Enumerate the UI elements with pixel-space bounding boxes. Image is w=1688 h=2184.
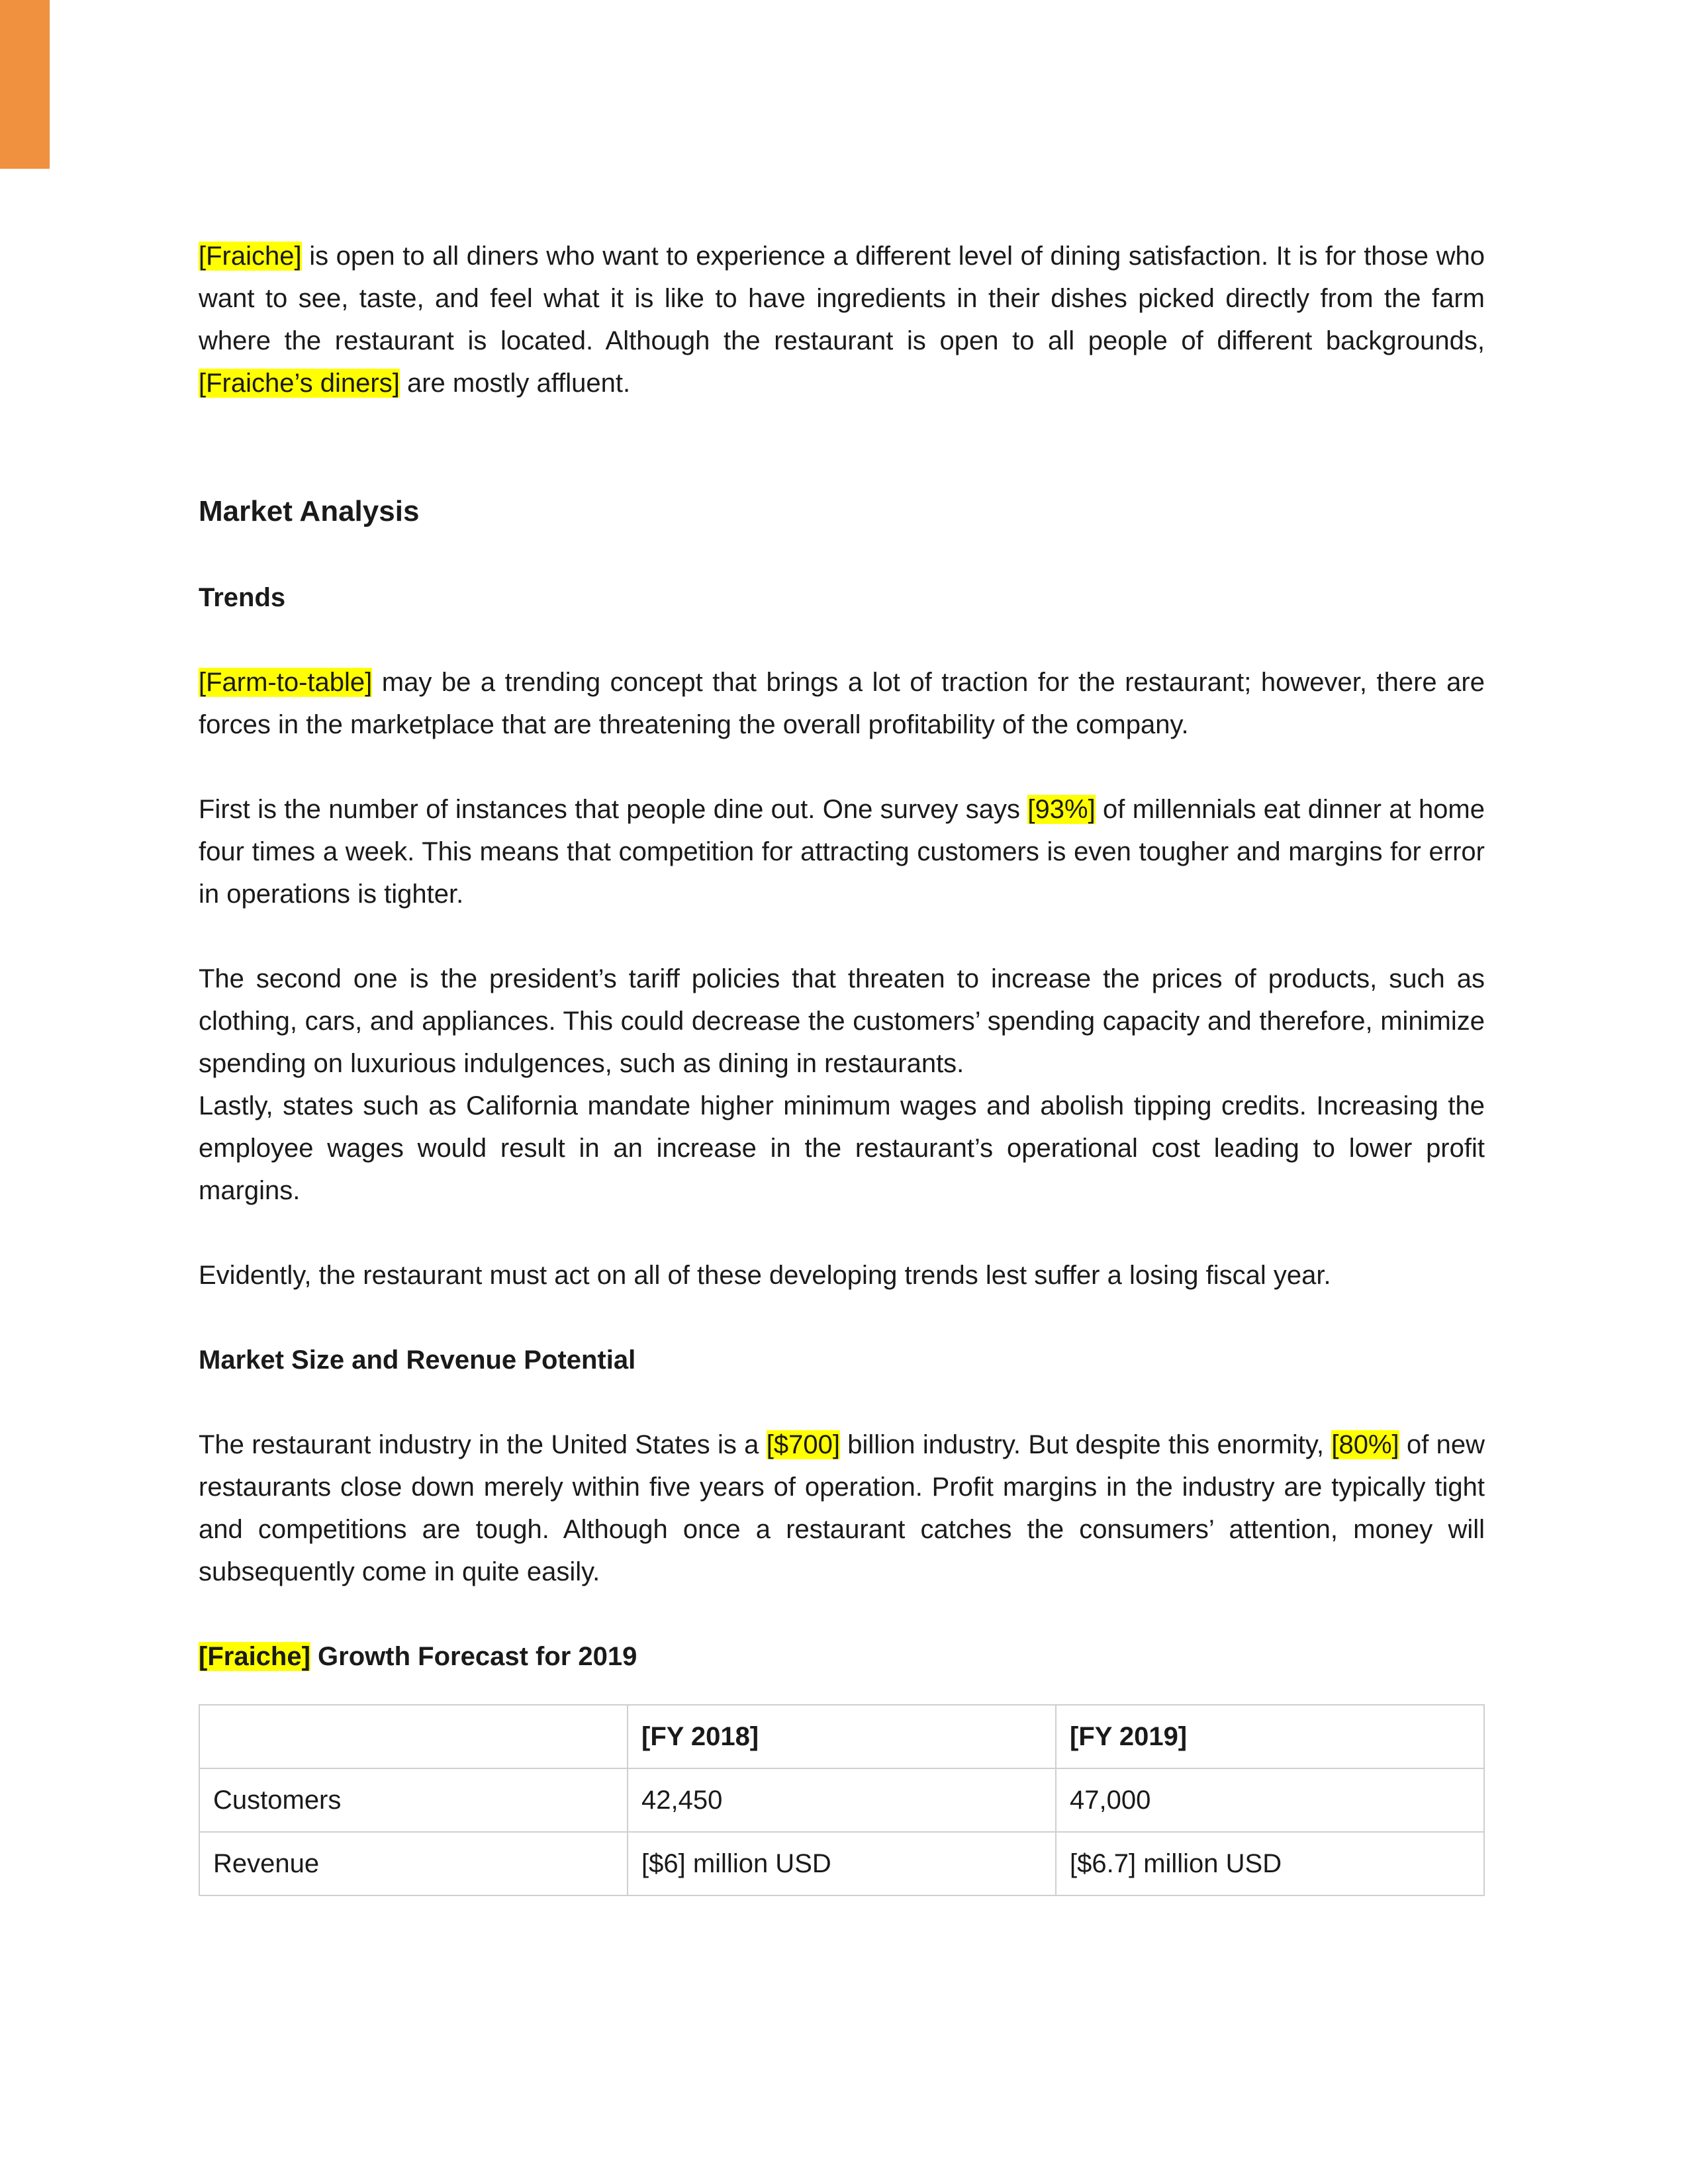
trends-paragraph-3b: Lastly, states such as California mandate higher minimum wages and abolish tipping credits. Increasing the employee wages would result in an increase in the restaurant’s operational cost leading to lower profit margins.: [199, 1091, 1485, 1205]
table-cell: Revenue: [199, 1832, 628, 1895]
table-cell: Customers: [199, 1768, 628, 1832]
table-header-row: [199, 1705, 1484, 1768]
growth-forecast-text: Growth Forecast for 2019: [310, 1642, 637, 1671]
highlight-700: [$700]: [766, 1430, 840, 1459]
table-header-cell: [FY 2018]: [628, 1705, 1056, 1768]
highlight-fraiche: [Fraiche]: [199, 242, 302, 271]
section-heading-market-analysis: Market Analysis: [199, 495, 420, 527]
trends-paragraph-4: Evidently, the restaurant must act on all of these developing trends lest suffer a losing fiscal year.: [199, 1261, 1331, 1290]
intro-paragraph: [199, 235, 1485, 404]
highlight-farm-to-table: [Farm-to-table]: [199, 668, 373, 697]
highlight-93-percent: [93%]: [1027, 795, 1096, 824]
table-row: [199, 1832, 1484, 1895]
market-size-text-2: billion industry. But despite this enormity,: [839, 1430, 1332, 1459]
trends-paragraph-1: [199, 661, 1485, 746]
intro-text: is open to all diners who want to experience a different level of dining satisfaction. It is for those who want to see, taste, and feel what it is like to have ingredients in their dishes picked directly from the farm where the restaurant is located. Although the restaurant is open to all people of different backgrounds,: [199, 242, 1485, 355]
table-cell: [$6] million USD: [628, 1832, 1056, 1895]
highlight-diners: [Fraiche’s diners]: [199, 369, 400, 398]
table-header-cell: [199, 1705, 628, 1768]
highlight-fraiche-heading: [Fraiche]: [199, 1642, 310, 1671]
subheading-market-size: Market Size and Revenue Potential: [199, 1345, 636, 1375]
trends-paragraph-2: [199, 788, 1485, 915]
highlight-80-percent: [80%]: [1331, 1430, 1399, 1459]
accent-bar: [0, 0, 50, 169]
trends-text-2a: First is the number of instances that people dine out. One survey says: [199, 795, 1028, 824]
trends-paragraph-3: The second one is the president’s tariff policies that threaten to increase the prices of products, such as clothing, cars, and appliances. This could decrease the customers’ spending capacity and therefore, minimize spending on luxurious indulgences, such as dining in restaurants.: [199, 964, 1485, 1078]
table-cell: 42,450: [628, 1768, 1056, 1832]
market-size-text-3: of new restaurants close down merely within five years of operation. Profit margins in the industry are typically tight and competitions are tough. Although once a restaurant catches the consumers’ attention, money will subsequently come in quite easily.: [199, 1430, 1485, 1586]
document-body: [199, 235, 1485, 1896]
forecast-table: [199, 1704, 1485, 1896]
market-size-paragraph: [199, 1424, 1485, 1593]
table-header-cell: [FY 2019]: [1056, 1705, 1484, 1768]
table-cell: [$6.7] million USD: [1056, 1832, 1484, 1895]
trends-text-1: may be a trending concept that brings a lot of traction for the restaurant; however, there are forces in the marketplace that are threatening the overall profitability of the company.: [199, 668, 1485, 739]
market-size-text-1: The restaurant industry in the United States is a: [199, 1430, 767, 1459]
subheading-growth-forecast: [199, 1635, 1485, 1678]
intro-text-end: are mostly affluent.: [399, 369, 631, 398]
table-row: [199, 1768, 1484, 1832]
trends-text-2b: of millennials eat dinner at home four times a week. This means that competition for attracting customers is even tougher and margins for error in operations is tighter.: [199, 795, 1485, 909]
table-cell: 47,000: [1056, 1768, 1484, 1832]
subheading-trends: Trends: [199, 583, 286, 612]
